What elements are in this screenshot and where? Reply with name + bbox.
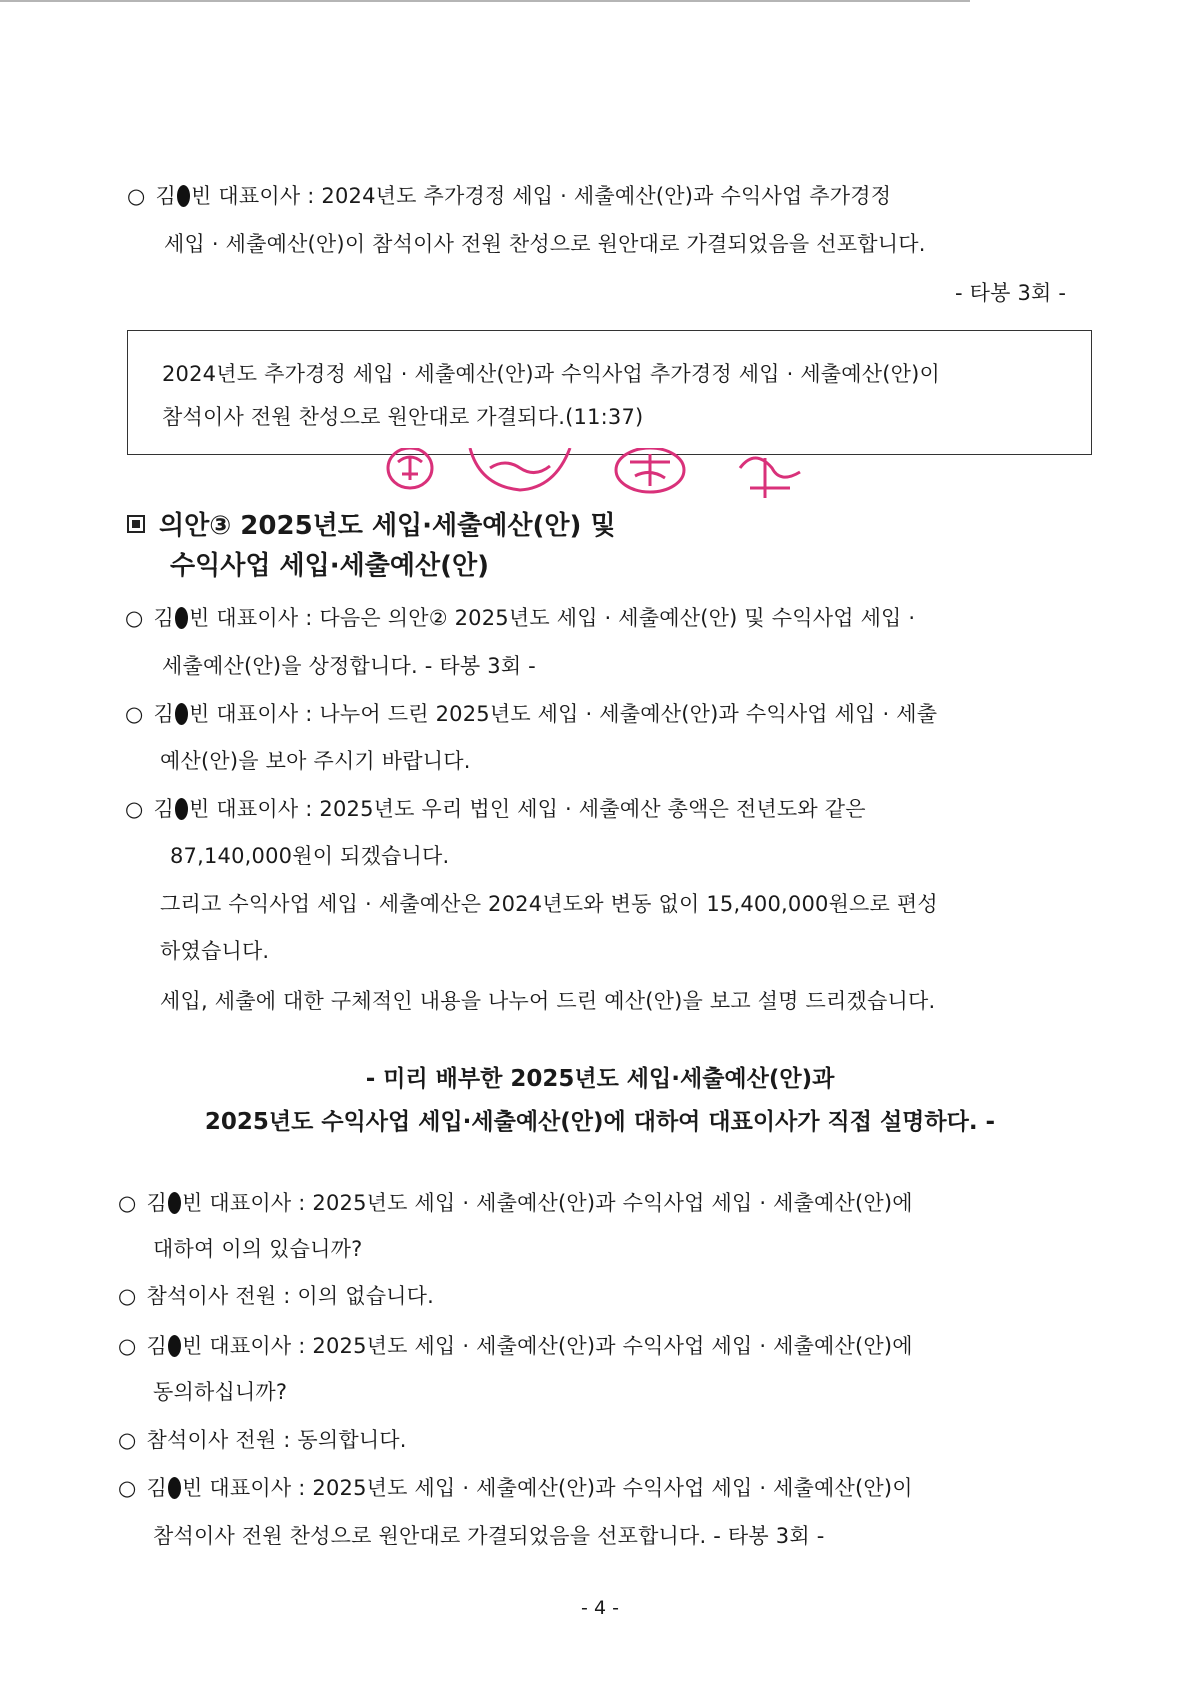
resolution-box	[127, 330, 1092, 455]
statement-continuation: 예산(안)을 보아 주시기 바랍니다.	[160, 749, 471, 773]
circle-bullet-icon: ○	[118, 1428, 137, 1452]
redaction-mark	[168, 1335, 181, 1357]
seal-stamp-icon	[490, 463, 550, 473]
statement-continuation: 동의하십니까?	[153, 1380, 288, 1404]
statement-chair-4: ○ 김 빈 대표이사 : 2025년도 우리 법인 세입 · 세출예산 총액은 전년도와 같은	[125, 797, 866, 821]
statement-continuation: 세출예산(안)을 상정합니다. - 타봉 3회 -	[162, 654, 536, 678]
circle-bullet-icon: ○	[125, 702, 144, 726]
statement-chair-3: ○ 김 빈 대표이사 : 나누어 드린 2025년도 세입 · 세출예산(안)과 수익사업 세입 · 세출	[125, 702, 938, 726]
procedure-note: 2025년도 수익사업 세입·세출예산(안)에 대하여 대표이사가 직접 설명하다. -	[204, 1109, 996, 1135]
resolution-line: 2024년도 추가경정 세입 · 세출예산(안)과 수익사업 추가경정 세입 · 세출예산(안)이	[162, 362, 941, 386]
square-bullet-icon	[127, 515, 145, 533]
circle-bullet-icon: ○	[127, 184, 146, 208]
circle-bullet-icon: ○	[118, 1191, 137, 1215]
statement-chair-2: ○ 김 빈 대표이사 : 다음은 의안② 2025년도 세입 · 세출예산(안) 및 수익사업 세입 ·	[125, 606, 916, 630]
circle-bullet-icon: ○	[118, 1334, 137, 1358]
statement-continuation: 세입 · 세출예산(안)이 참석이사 전원 찬성으로 원안대로 가결되었음을 선포합니다.	[164, 232, 926, 256]
circle-bullet-icon: ○	[125, 606, 144, 630]
statement-directors-1: ○ 참석이사 전원 : 이의 없습니다.	[118, 1284, 435, 1308]
redaction-mark	[168, 1192, 181, 1214]
statement-continuation: 세입, 세출에 대한 구체적인 내용을 나누어 드린 예산(안)을 보고 설명 드리겠습니다.	[160, 989, 936, 1013]
scan-top-edge	[0, 0, 970, 2]
statement-chair-1: ○ 김 빈 대표이사 : 2024년도 추가경정 세입 · 세출예산(안)과 수익사업 추가경정	[127, 184, 892, 208]
statement-directors-2: ○ 참석이사 전원 : 동의합니다.	[118, 1428, 407, 1452]
agenda-heading: 의안③ 2025년도 세입·세출예산(안) 및	[127, 505, 616, 542]
statement-chair-5: ○ 김 빈 대표이사 : 2025년도 세입 · 세출예산(안)과 수익사업 세입 · 세출예산(안)에	[118, 1191, 913, 1215]
statement-chair-6: ○ 김 빈 대표이사 : 2025년도 세입 · 세출예산(안)과 수익사업 세입 · 세출예산(안)에	[118, 1334, 913, 1358]
speaker-role: 대표이사	[216, 797, 299, 821]
agenda-heading-continuation: 수익사업 세입·세출예산(안)	[170, 551, 489, 581]
seal-stamp-icon	[398, 457, 422, 480]
speaker-role: 참석이사 전원	[146, 1428, 277, 1452]
resolution-line: 참석이사 전원 찬성으로 원안대로 가결되다.(11:37)	[162, 405, 644, 429]
statement-chair-7: ○ 김 빈 대표이사 : 2025년도 세입 · 세출예산(안)과 수익사업 세입 · 세출예산(안)이	[118, 1476, 913, 1500]
seal-stamp-icon	[630, 454, 670, 486]
page-number: - 4 -	[581, 1597, 619, 1619]
redaction-mark	[168, 1477, 181, 1499]
redaction-mark	[177, 185, 190, 207]
speaker-role: 대표이사	[209, 1476, 292, 1500]
statement-continuation: 그리고 수익사업 세입 · 세출예산은 2024년도와 변동 없이 15,400,000원으로 편성	[160, 892, 938, 916]
redaction-mark	[175, 798, 188, 820]
statement-continuation: 87,140,000원이 되겠습니다.	[170, 844, 450, 868]
speaker-role: 대표이사	[216, 606, 299, 630]
statement-continuation: 참석이사 전원 찬성으로 원안대로 가결되었음을 선포합니다. - 타봉 3회 -	[153, 1524, 825, 1548]
speaker-role: 대표이사	[209, 1334, 292, 1358]
redaction-mark	[175, 607, 188, 629]
speaker-role: 참석이사 전원	[146, 1284, 277, 1308]
speaker-role: 대표이사	[218, 184, 301, 208]
statement-continuation: 대하여 이의 있습니까?	[153, 1237, 363, 1261]
seal-stamp-icon	[740, 458, 800, 498]
speaker-role: 대표이사	[216, 702, 299, 726]
circle-bullet-icon: ○	[118, 1284, 137, 1308]
procedure-note: - 미리 배부한 2025년도 세입·세출예산(안)과	[365, 1066, 835, 1092]
speaker-role: 대표이사	[209, 1191, 292, 1215]
redaction-mark	[175, 703, 188, 725]
circle-bullet-icon: ○	[125, 797, 144, 821]
statement-continuation: 하였습니다.	[160, 939, 270, 963]
gavel-note: - 타봉 3회 -	[955, 281, 1067, 305]
circle-bullet-icon: ○	[118, 1476, 137, 1500]
